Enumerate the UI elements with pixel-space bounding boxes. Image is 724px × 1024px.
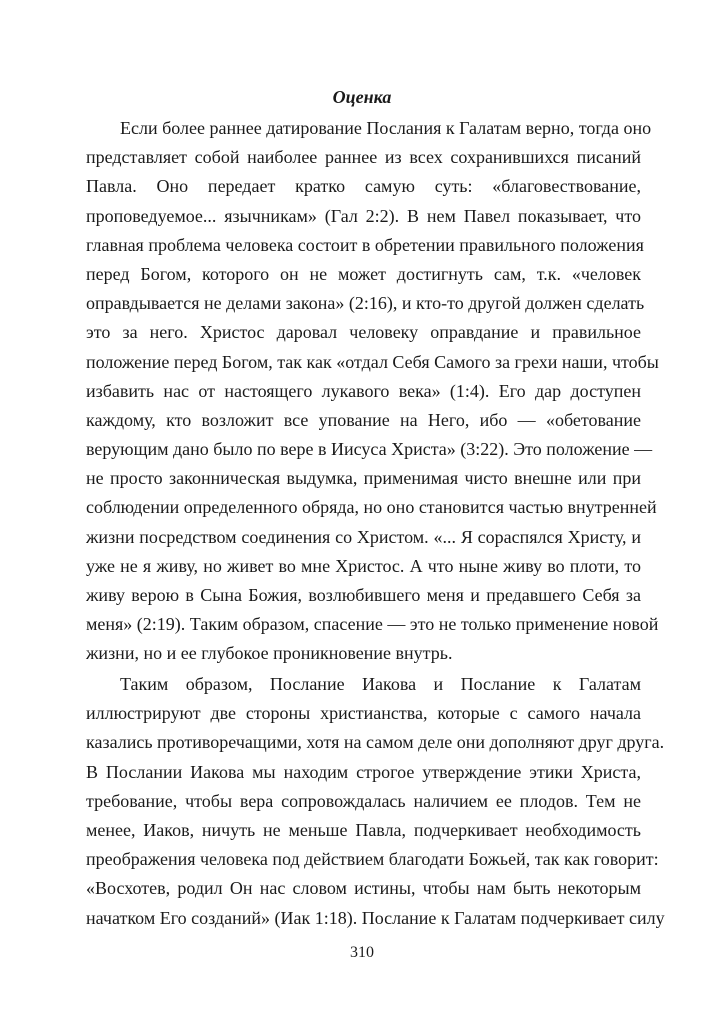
text-line: жизни, но и ее глубокое проникновение внутрь.: [86, 643, 453, 664]
text-line: живу верою в Сына Божия, возлюбившего меня и предавшего Себя за: [86, 585, 641, 605]
text-line: каждому, кто возложит все упование на Него, ибо — «обетование: [86, 409, 641, 430]
text-line: В Послании Иакова мы находим строгое утверждение этики Христа,: [86, 761, 641, 782]
text-line: Если более раннее датирование Послания к Галатам верно, тогда оно: [120, 118, 652, 138]
text-line: Павла. Оно передает кратко самую суть: «благовествование,: [86, 176, 641, 197]
section-title: Оценка: [332, 87, 392, 107]
text-line: менее, Иаков, ничуть не меньше Павла, подчеркивает необходимость: [86, 819, 641, 840]
text-line: положение перед Богом, так как «отдал Себя Самого за грехи наши, чтобы: [86, 351, 659, 372]
text-line: перед Богом, которого он не может достигнуть сам, т.к. «человек: [86, 263, 641, 284]
paragraph-2: [86, 670, 665, 933]
text-line: требование, чтобы вера сопровождалась наличием ее плодов. Тем не: [86, 790, 641, 811]
text-line: не просто законническая выдумка, применимая чисто внешне или при: [86, 468, 641, 489]
text-line: верующим дано было по вере в Иисуса Христа» (3:22). Это положение —: [86, 439, 653, 460]
page-number: 310: [350, 944, 374, 961]
text-line: главная проблема человека состоит в обретении правильного положения: [86, 234, 644, 255]
text-line: Таким образом, Послание Иакова и Послание к Галатам: [120, 674, 641, 694]
text-line: представляет собой наиболее раннее из всех сохранившихся писаний: [86, 147, 641, 168]
text-line: преображения человека под действием благодати Божьей, так как говорит:: [86, 849, 659, 870]
text-line: меня» (2:19). Таким образом, спасение — это не только применение новой: [86, 614, 659, 635]
text-line: соблюдении определенного обряда, но оно становится частью внутренней: [86, 497, 657, 518]
text-line: оправдывается не делами закона» (2:16), и кто-то другой должен сделать: [86, 293, 645, 314]
text-line: уже не я живу, но живет во мне Христос. А что ныне живу во плоти, то: [86, 555, 641, 576]
text-line: проповедуемое... язычникам» (Гал 2:2). В нем Павел показывает, что: [86, 205, 641, 226]
paragraph-1: [86, 114, 659, 669]
text-line: иллюстрируют две стороны христианства, которые с самого начала: [86, 703, 641, 724]
text-line: это за него. Христос даровал человеку оправдание и правильное: [86, 322, 641, 343]
text-line: жизни посредством соединения со Христом. «... Я сораспялся Христу, и: [86, 526, 641, 547]
text-line: начатком Его созданий» (Иак 1:18). Послание к Галатам подчеркивает силу: [86, 907, 665, 928]
text-line: избавить нас от настоящего лукавого века» (1:4). Его дар доступен: [86, 380, 641, 401]
text-line: казались противоречащими, хотя на самом деле они дополняют друг друга.: [86, 732, 665, 753]
text-line: «Восхотев, родил Он нас словом истины, чтобы нам быть некоторым: [86, 878, 641, 899]
